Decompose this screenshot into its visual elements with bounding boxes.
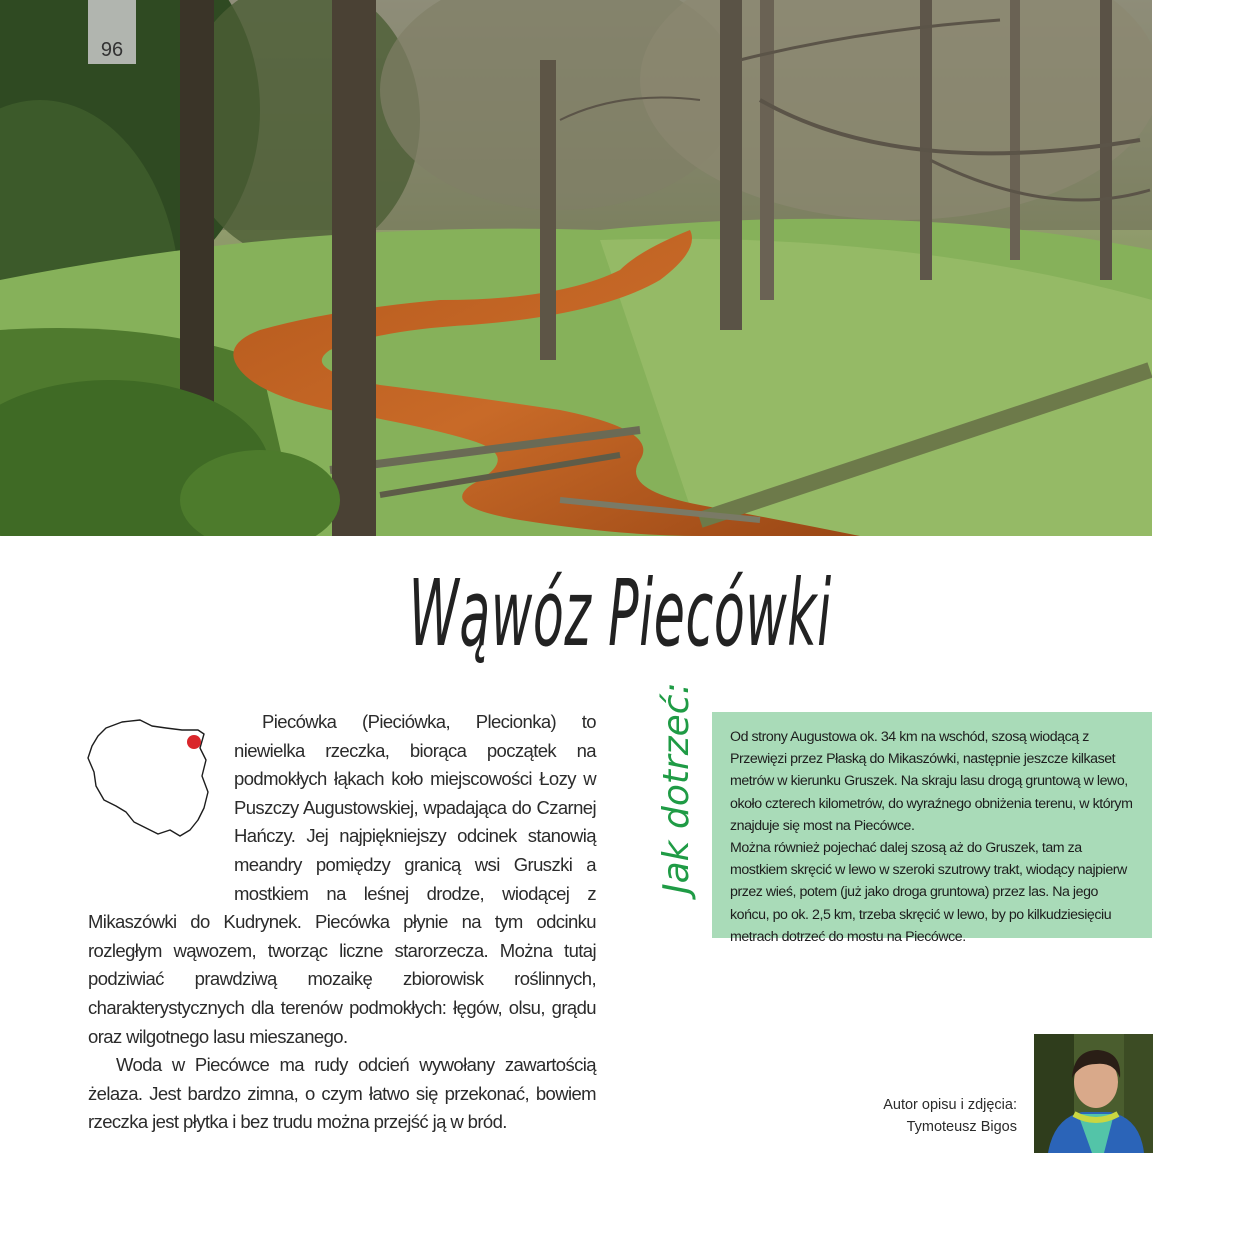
directions-box xyxy=(712,712,1152,945)
description-paragraph-2: Woda w Piecówce ma rudy odcień wywołany zawartością żelaza. Jest bardzo zimna, o czym łatwo się przekonać, bowiem rzeczka jest płytka i bez trudu można przejść ją w bród. xyxy=(88,1054,596,1133)
directions-paragraph-2: Można również pojechać dalej szosą aż do Gruszek, tam za mostkiem skręcić w lewo w szeroki szutrowy trakt, wiodący najpierw przez wieś, potem (już jako droga gruntowa) przez las. Na jego końcu, po ok. 2,5 km, trzeba skręcić w lewo, by po kilkudziesięciu metrach dotrzeć do mostu na Piecówce. xyxy=(730,840,1127,945)
directions-label xyxy=(648,682,708,902)
author-portrait xyxy=(1034,1034,1153,1153)
page-title: Wąwóz Piecówki xyxy=(408,560,832,667)
page-number: 96 xyxy=(88,0,136,64)
header-photo xyxy=(0,0,1152,536)
description-text xyxy=(88,708,596,1137)
description-paragraph-1: Piecówka (Pieciówka, Plecionka) to niewielka rzeczka, biorąca początek na podmokłych łąkach koło miejscowości Łozy w Puszczy Augustowskiej, wpadająca do Czarnej Hańczy. Jej najpiękniejszy odcinek stanowią meandry pomiędzy granicą wsi Gruszki a mostkiem na leśnej drodze, wiodącej z Mikaszówki do Kudrynek. Piecówka płynie na tym odcinku rozległym wąwozem, tworząc liczne starorzecza. Można tutaj podziwiać prawdziwą mozaikę zbiorowisk roślinnych, charakterystycznych dla terenów podmokłych: łęgów, olsu, grądu oraz wilgotnego lasu mieszanego. xyxy=(88,711,596,1047)
author-label: Autor opisu i zdjęcia: xyxy=(883,1097,1017,1113)
author-name: Tymoteusz Bigos xyxy=(906,1119,1017,1135)
directions-label-text: Jak dotrzeć: xyxy=(656,682,697,894)
author-credit xyxy=(883,1094,1017,1138)
directions-paragraph-1: Od strony Augustowa ok. 34 km na wschód, szosą wiodącą z Przewięzi przez Płaską do Mikaszówki, następnie jeszcze kilkaset metrów w kierunku Gruszek. Na skraju lasu drogą gruntową w lewo, około czterech kilometrów, do wyraźnego obniżenia terenu, w którym znajduje się most na Piecówce. xyxy=(730,729,1133,834)
map-spacer xyxy=(88,708,234,880)
